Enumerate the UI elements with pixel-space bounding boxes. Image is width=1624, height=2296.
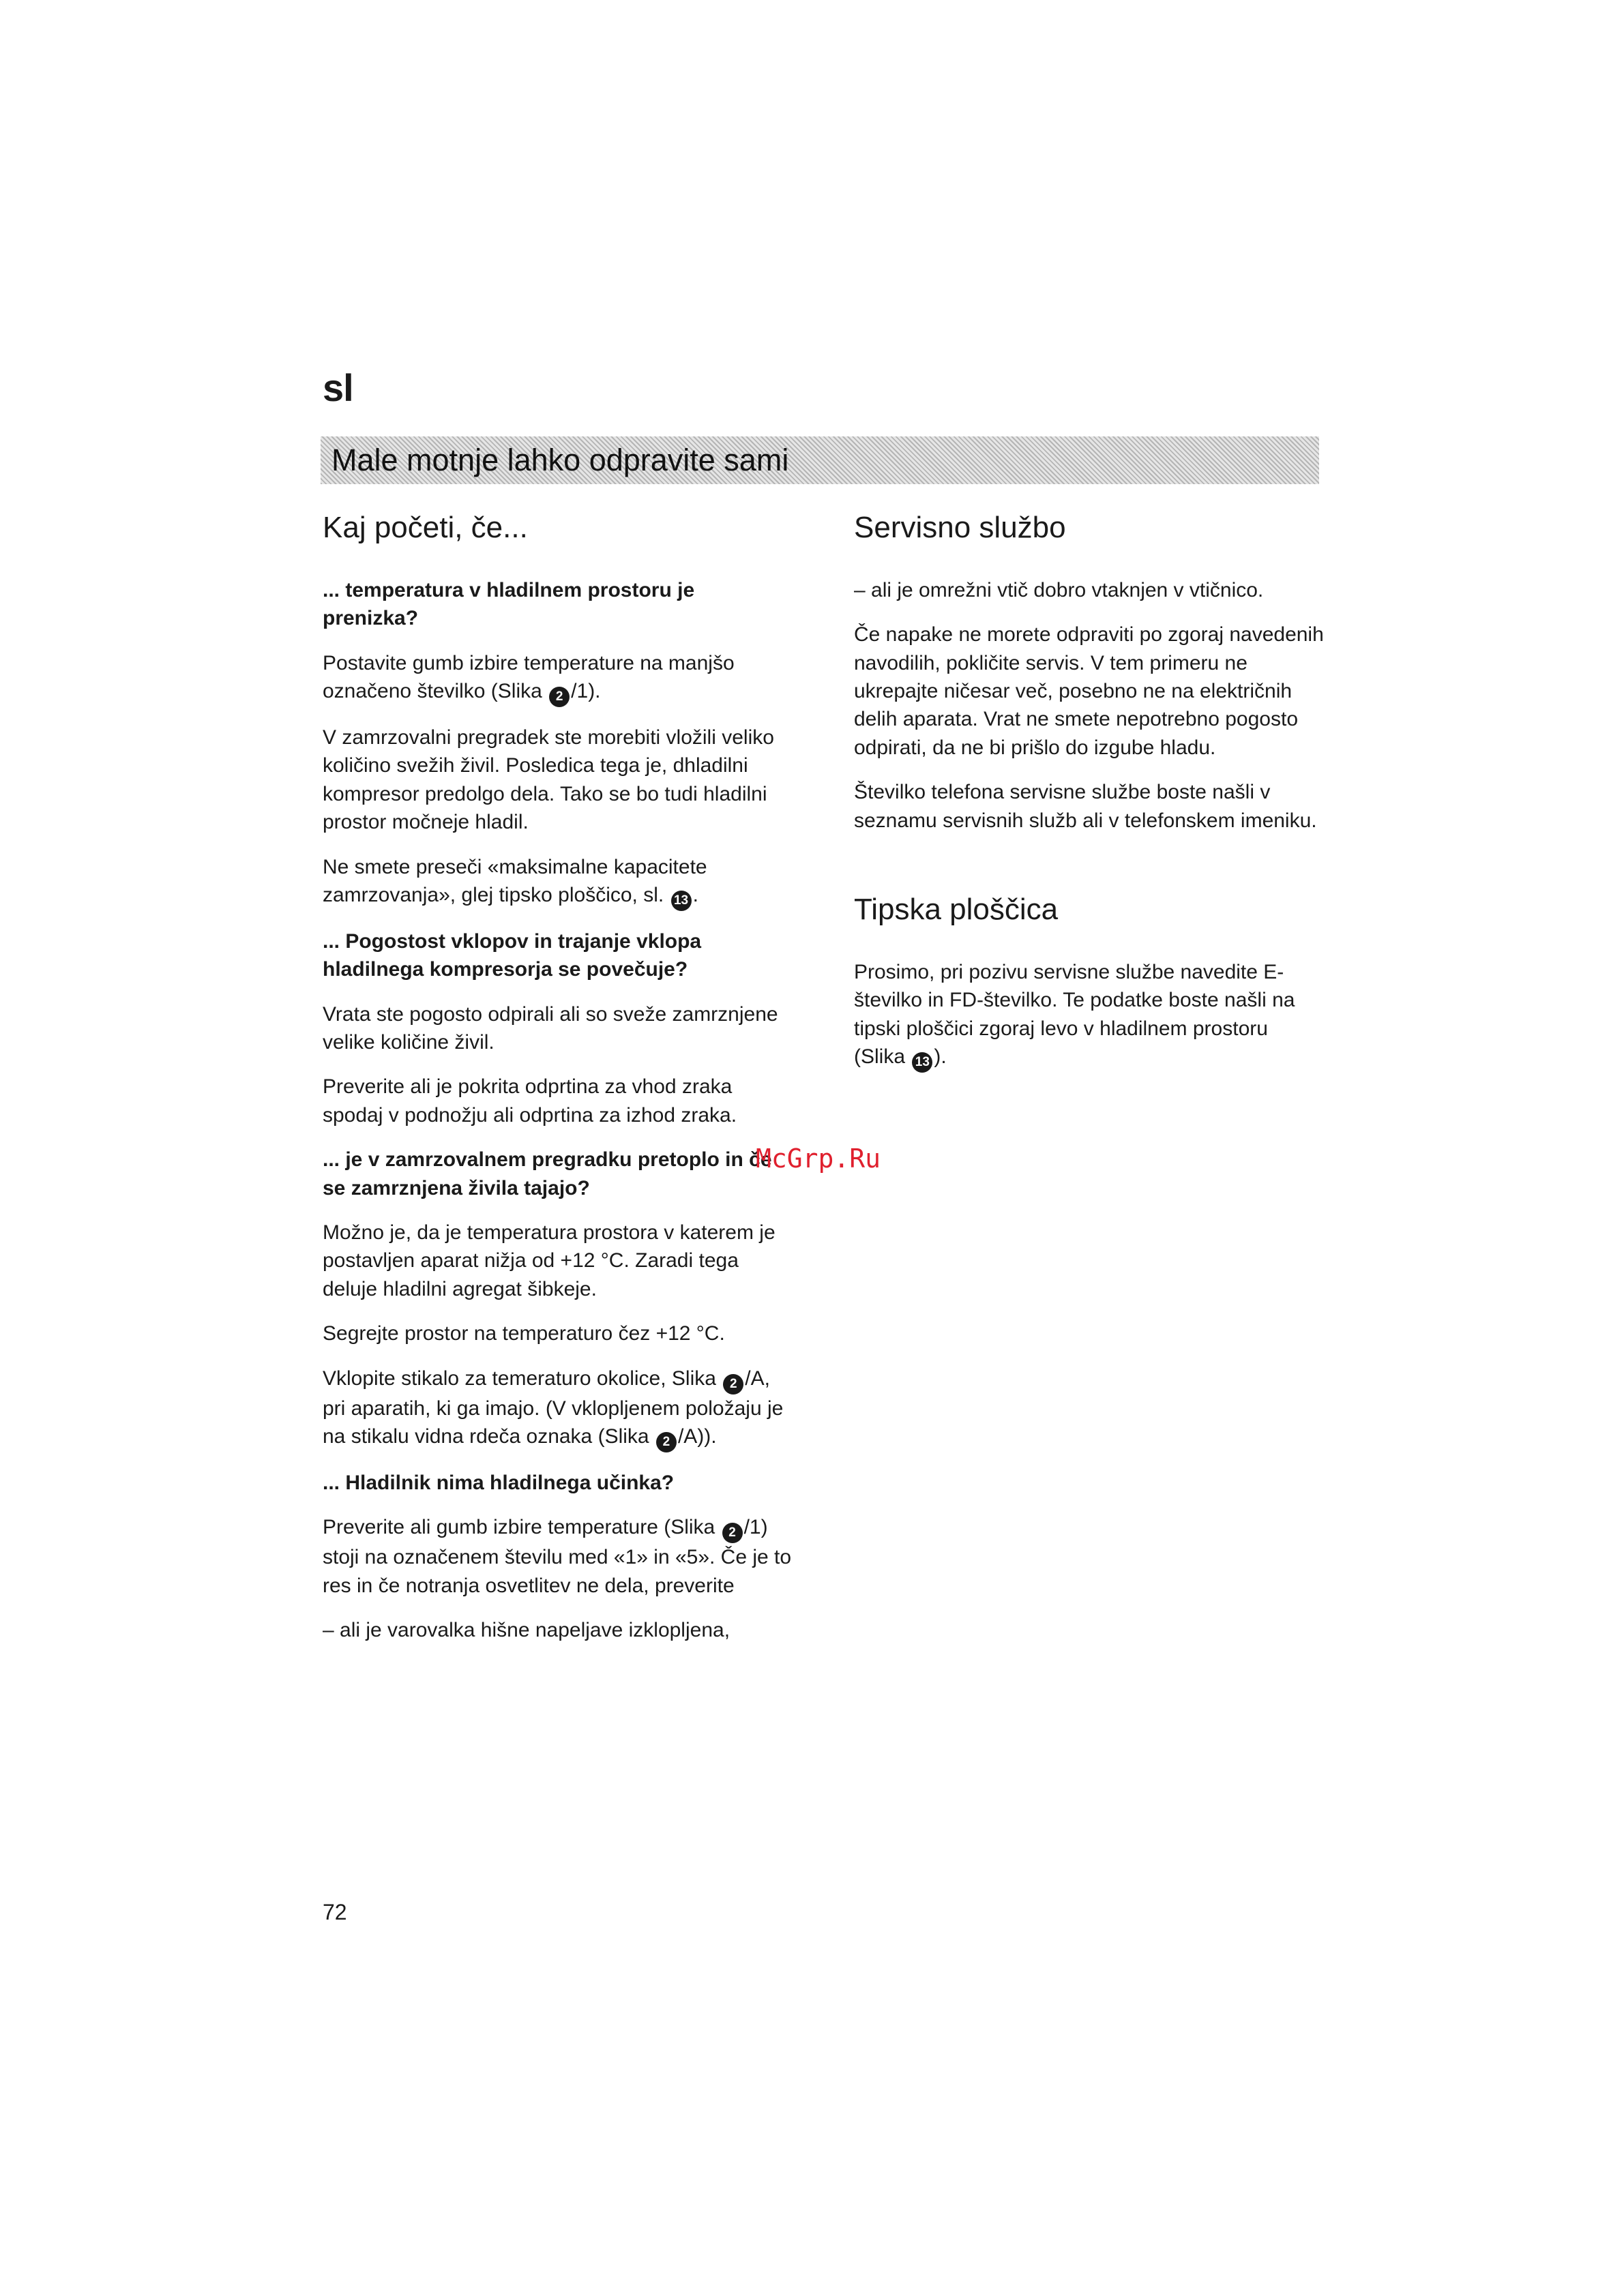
answer-freezer-2: Segrejte prostor na temperaturo čez +12 °C. bbox=[323, 1322, 725, 1345]
service-text-3: Številko telefona servisne službe boste našli v seznamu servisnih služb ali v telefonskem imeniku. bbox=[854, 781, 1317, 832]
question-compressor-runtime: ... Pogostost vklopov in trajanje vklopa hladilnega kompresorja se povečuje? bbox=[323, 929, 702, 981]
figure-ref-icon: 2 bbox=[723, 1374, 743, 1395]
service-text-1: – ali je omrežni vtič dobro vtaknjen v vtičnico. bbox=[854, 578, 1264, 601]
figure-ref-icon: 2 bbox=[549, 687, 570, 707]
troubleshooting-heading: Kaj početi, če... bbox=[323, 511, 528, 544]
question-too-cold: ... temperatura v hladilnem prostoru je prenizka? bbox=[323, 578, 695, 630]
answer-freezer-1: Možno je, da je temperatura prostora v katerem je postavljen aparat nižja od +12 °C. Zaradi tega deluje hladilni agregat šibkeje. bbox=[323, 1221, 776, 1300]
answer-too-cold-1: Postavite gumb izbire temperature na manjšo označeno številko (Slika 2 /1). bbox=[323, 649, 793, 707]
figure-ref-icon: 2 bbox=[656, 1432, 677, 1452]
section-title: Male motnje lahko odpravite sami bbox=[331, 443, 789, 477]
figure-ref-icon: 13 bbox=[671, 891, 692, 911]
rating-plate-text: Prosimo, pri pozivu servisne službe navedite E-številko in FD-številko. Te podatke boste našli na tipski ploščici zgoraj levo v hladilnem prostoru (Slika 13 ). bbox=[854, 958, 1325, 1073]
figure-ref-icon: 13 bbox=[912, 1052, 932, 1073]
answer-no-cooling-1: Preverite ali gumb izbire temperature (Slika 2 /1) stoji na označenem številu med «1» in «5». Če je to res in če notranja osvetlitev ne dela, preverite bbox=[323, 1516, 792, 1597]
left-column bbox=[323, 510, 793, 1661]
section-banner bbox=[321, 436, 1319, 484]
answer-compressor-2: Preverite ali je pokrita odprtina za vhod zraka spodaj v podnožju ali odprtina za izhod zraka. bbox=[323, 1075, 737, 1127]
page-number: 72 bbox=[323, 1900, 347, 1924]
answer-compressor-1: Vrata ste pogosto odpirali ali so sveže zamrznjene velike količine živil. bbox=[323, 1002, 778, 1054]
language-code: sl bbox=[323, 366, 353, 409]
question-freezer-too-warm: ... je v zamrzovalnem pregradku pretoplo in če se zamrznjena živila tajajo? bbox=[323, 1148, 772, 1199]
answer-freezer-3: Vklopite stikalo za temeraturo okolice, Slika 2 /A, pri aparatih, ki ga imajo. (V vklopljenem položaju je na stikalu vidna rdeča oznaka (Slika 2 /A)). bbox=[323, 1365, 793, 1452]
right-column bbox=[854, 510, 1325, 1089]
figure-ref-icon: 2 bbox=[722, 1523, 743, 1543]
question-no-cooling: ... Hladilnik nima hladilnega učinka? bbox=[323, 1472, 675, 1494]
rating-plate-heading: Tipska ploščica bbox=[854, 892, 1059, 926]
answer-too-cold-3: Ne smete preseči «maksimalne kapacitete zamrzovanja», glej tipsko ploščico, sl. 13 . bbox=[323, 853, 793, 911]
answer-too-cold-2: V zamrzovalni pregradek ste morebiti vložili veliko količino svežih živil. Posledica tega je, dhladilni kompresor predolgo dela. Tako se bo tudi hladilni prostor močneje hladil. bbox=[323, 726, 774, 834]
service-text-2: Če napake ne morete odpraviti po zgoraj navedenih navodilih, pokličite servis. V tem primeru ne ukrepajte ničesar več, posebno ne na električnih delih aparata. Vrat ne smete nepotrebno pogosto odpirati, da ne bi prišlo do izgube hladu. bbox=[854, 623, 1324, 759]
watermark: McGrp.Ru bbox=[756, 1144, 881, 1174]
answer-no-cooling-2: – ali je varovalka hišne napeljave izklopljena, bbox=[323, 1619, 730, 1642]
service-heading: Servisno službo bbox=[854, 511, 1066, 544]
